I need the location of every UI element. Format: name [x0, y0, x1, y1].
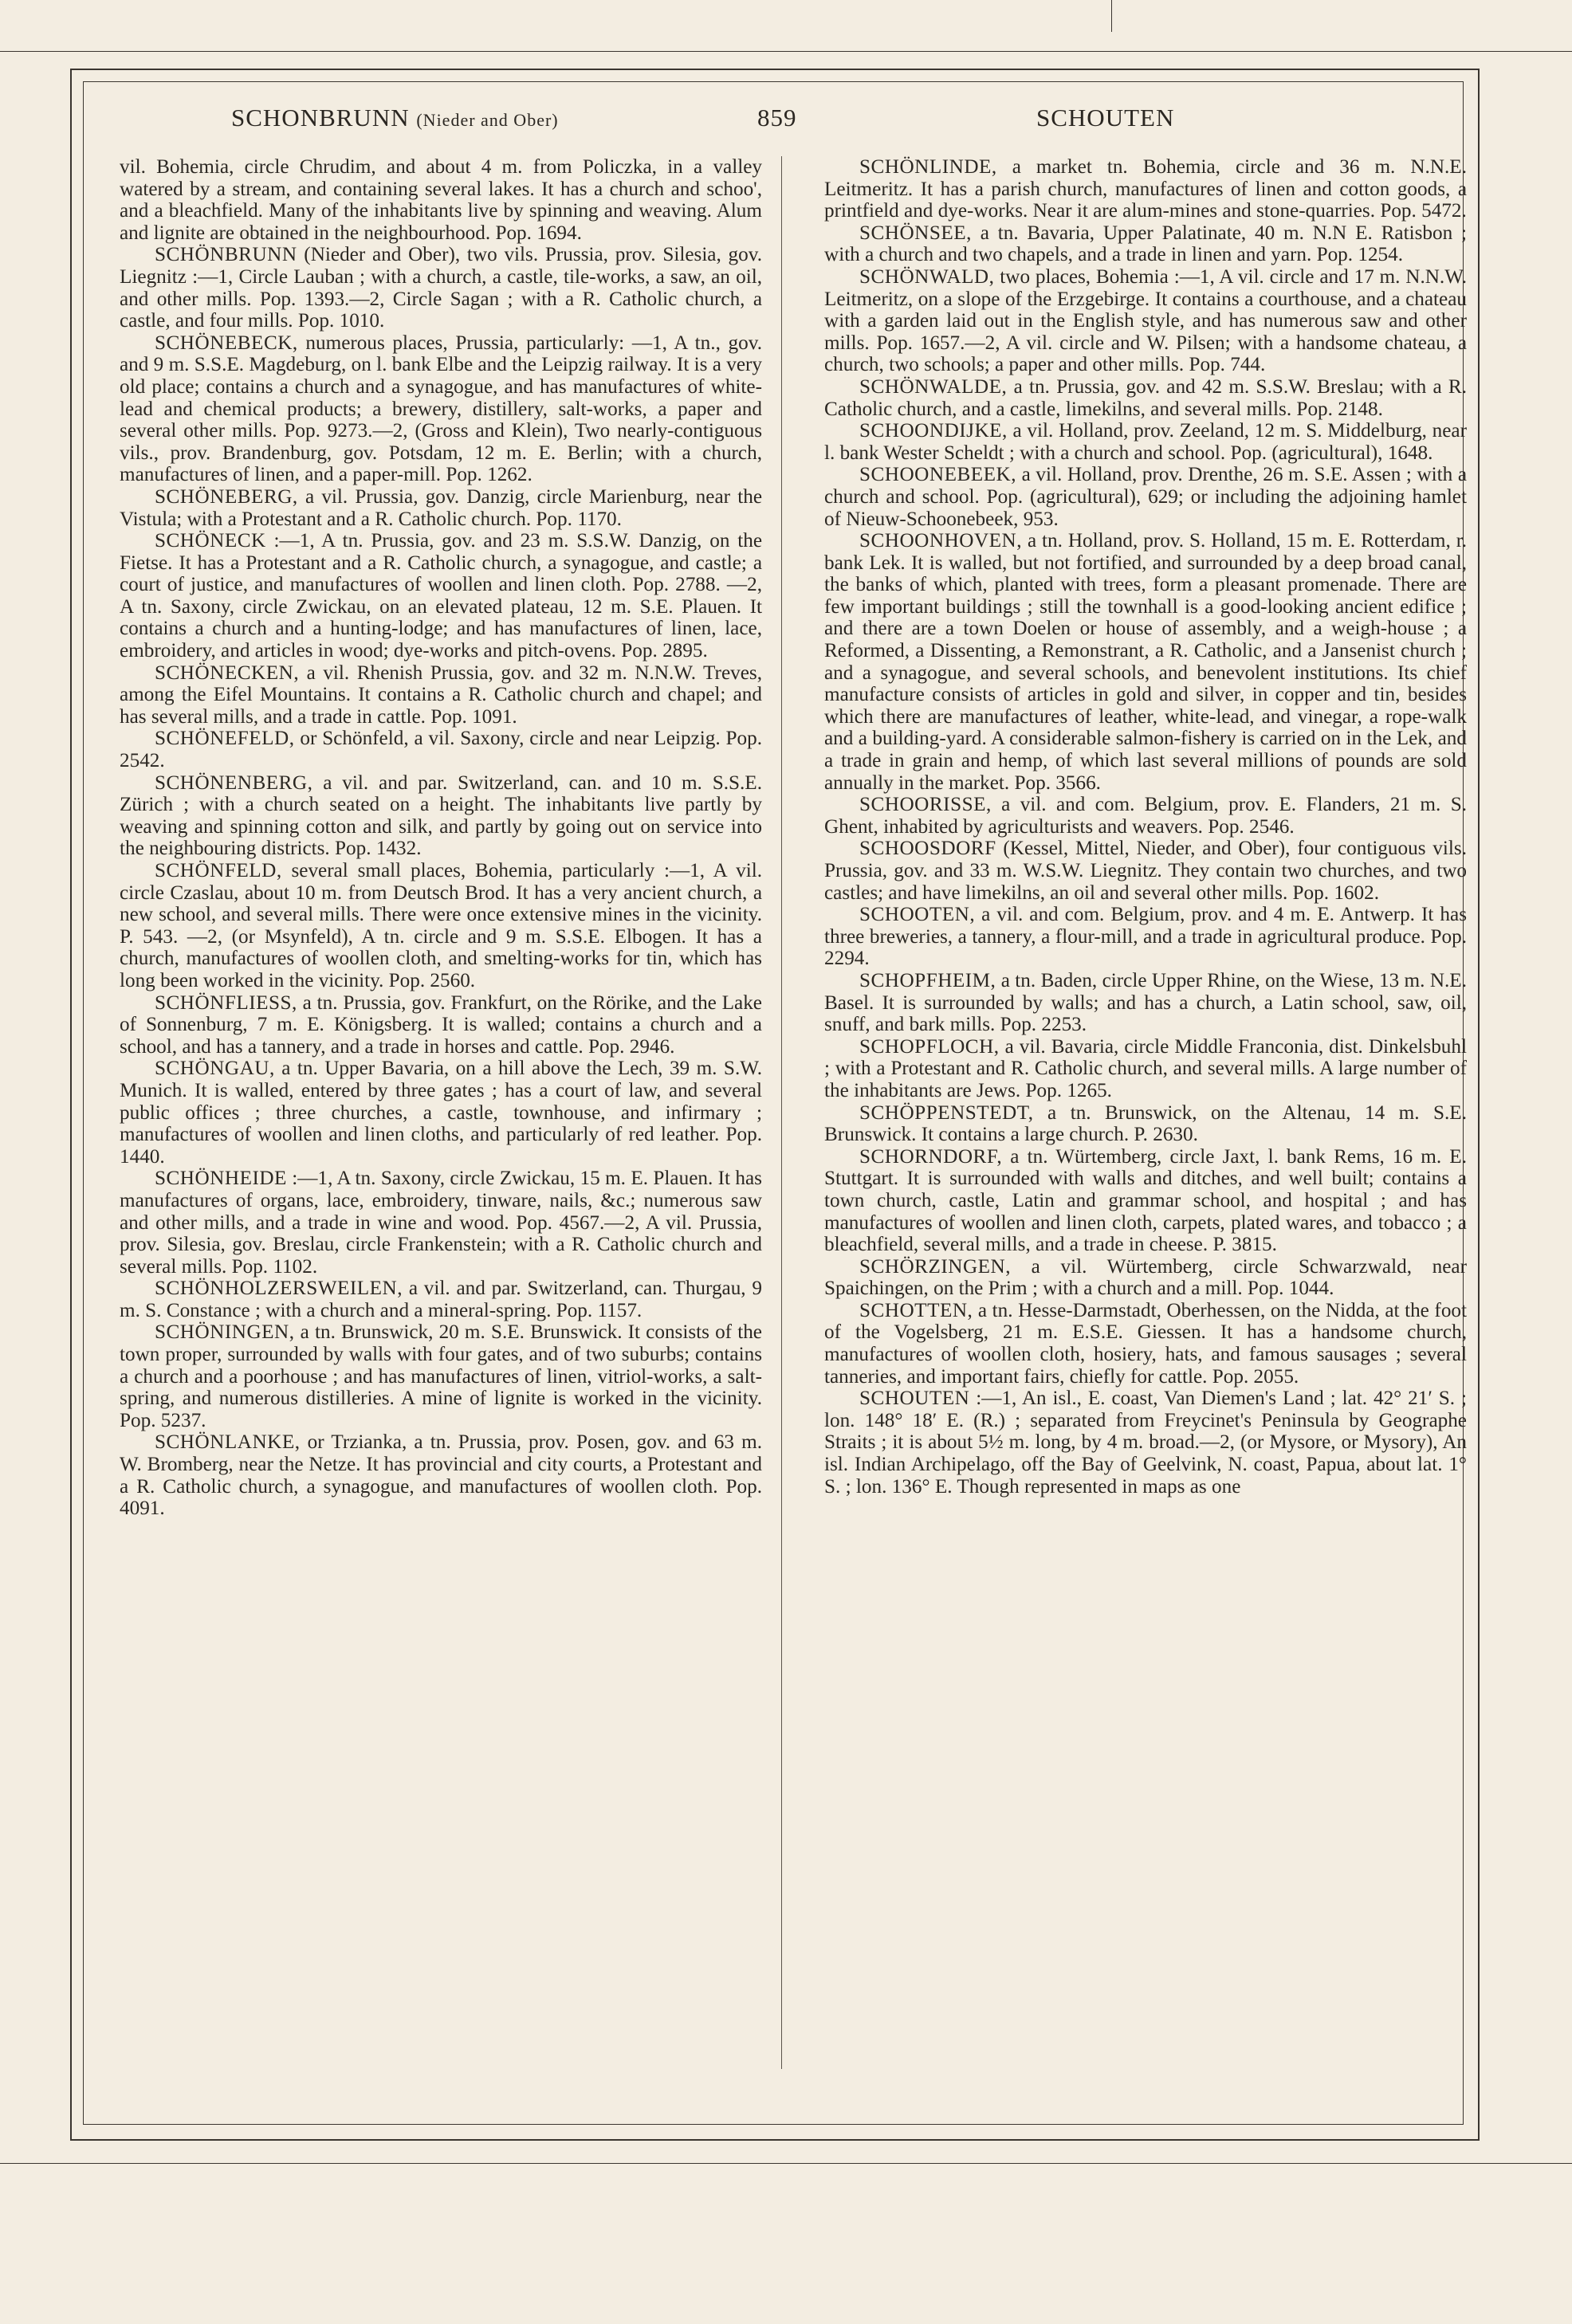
entry-headword: SCHÖNFELD,	[155, 860, 282, 881]
entry-text: a tn. Brunswick, on the Altenau, 14 m. S.E. Brunswick. It contains a large church. P. 2630.	[824, 1101, 1467, 1146]
left-column	[120, 156, 762, 2077]
entry-headword: SCHÖNWALD,	[859, 265, 995, 288]
entry-headword: SCHÖNINGEN,	[155, 1321, 295, 1344]
header-right: SCHOUTEN	[1036, 104, 1175, 132]
header-left-sub: (Nieder and Ober)	[416, 110, 559, 130]
entry-headword: SCHÖNEBECK,	[155, 332, 298, 354]
entry-text: a tn. Hesse-Darmstadt, Oberhessen, on the Nidda, at the foot of the Vogelsberg, 21 m. E.S.E. Giessen. It has a handsome church, manufactures of woollen cloth, hosiery, hats, and famous sausages ; several tanneries, and important fairs, chiefly for cattle. Pop. 2055.	[824, 1299, 1467, 1388]
entry-text: a tn. Brunswick, 20 m. S.E. Brunswick. It consists of the town proper, surrounded by walls with four gates, and of two suburbs; contains a church and a poorhouse ; and has manufactures of linen, vitriol-works, a salt-spring, and numerous distilleries. A mine of lignite is worked in the vicinity. Pop. 5237.	[120, 1321, 762, 1431]
entry-text: two places, Bohemia :—1, A vil. circle and 17 m. N.N.W. Leitmeritz, on a slope of the Erzgebirge. It contains a courthouse, and a chateau with a garden laid out in the English style, and has numerous saw and other mills. Pop. 1657.—2, A vil. circle and W. Pilsen; with a handsome chateau, a church, two schools; a paper and other mills. Pop. 744.	[824, 265, 1467, 376]
entry	[824, 530, 1467, 794]
entry-headword: SCHOONHOVEN,	[859, 530, 1023, 552]
entry-text: a vil. Rhenish Prussia, gov. and 32 m. N.N.W. Treves, among the Eifel Mountains. It contains a R. Catholic church and chapel; and has several mills, and a trade in cattle. Pop. 1091.	[120, 661, 762, 728]
entry-text: a vil. and par. Switzerland, can. and 10 m. S.S.E. Zürich ; with a church seated on a height. The inhabitants live partly by weaving and spinning cotton and silk, and partly by going out on service into the neighbouring districts. Pop. 1432.	[120, 771, 762, 860]
entry-headword: SCHOTTEN,	[859, 1299, 973, 1321]
entry	[824, 794, 1467, 838]
entry-headword: SCHÖNHEIDE	[155, 1168, 287, 1190]
entry	[824, 838, 1467, 904]
entry	[824, 376, 1467, 420]
entry-text: numerous places, Prussia, particularly: —1, A tn., gov. and 9 m. S.S.E. Magdeburg, on l. bank Elbe and the Leipzig railway. It is a very old place; contains a church and a synagogue, and has manufactures of white-lead and chemical products; a brewery, distillery, salt-works, a paper and several other mills. Pop. 9273.—2, (Gross and Klein), Two nearly-contiguous vils., prov. Brandenburg, gov. Potsdam, 12 m. E. Berlin; with a church, manufactures of linen, and a paper-mill. Pop. 1262.	[120, 332, 762, 486]
entry	[120, 1278, 762, 1321]
column-divider	[781, 156, 782, 2069]
entry-headword: SCHÖNSEE,	[859, 222, 972, 244]
entry	[824, 1388, 1467, 1498]
entry-headword: SCHOUTEN	[859, 1388, 970, 1410]
entry-headword: SCHÖNBRUNN	[155, 244, 297, 266]
entry-text: a vil. Würtemberg, circle Schwarzwald, near Spaichingen, on the Prim ; with a church and a mill. Pop. 1044.	[824, 1255, 1467, 1300]
header-left-main: SCHONBRUNN	[231, 104, 410, 132]
entry-text: :—1, A tn. Prussia, gov. and 23 m. S.S.W. Danzig, on the Fietse. It has a Protestant and a R. Catholic church, a synagogue, and castle; a court of justice, and manufactures of woollen and linen cloth. Pop. 2788. —2, A tn. Saxony, circle Zwickau, on an elevated plateau, 12 m. S.E. Plauen. It contains a church and a hunting-lodge; and has manufactures of linen, lace, embroidery, and articles in wood; dye-works and pitch-ovens. Pop. 2895.	[120, 530, 762, 662]
entry-text: :—1, An isl., E. coast, Van Diemen's Land ; lat. 42° 21′ S. ; lon. 148° 18′ E. (R.) ; separated from Freycinet's Peninsula by Geographe Straits ; it is about 5½ m. long, by 4 m. broad.—2, (or Mysore, or Mysory), An isl. Indian Archipelago, off the Bay of Geelvink, N. coast, Papua, about lat. 1° S. ; lon. 136° E. Though represented in maps as one	[824, 1388, 1467, 1498]
top-fold-line	[0, 51, 1572, 52]
entry	[824, 1300, 1467, 1388]
entry-headword: SCHÖNGAU,	[155, 1058, 275, 1080]
entry-text: a vil. and com. Belgium, prov. and 4 m. E. Antwerp. It has three breweries, a tannery, a flour-mill, and a trade in agricultural produce. Pop. 2294.	[824, 904, 1467, 970]
entry	[824, 464, 1467, 530]
entry	[120, 860, 762, 992]
entry	[120, 992, 762, 1058]
entry	[120, 530, 762, 662]
entry	[824, 1036, 1467, 1102]
entry	[120, 156, 762, 244]
entry	[120, 1168, 762, 1278]
entry-headword: SCHOORISSE,	[859, 794, 992, 816]
entry-headword: SCHÖNLANKE,	[155, 1431, 301, 1454]
entry-headword: SCHÖPPENSTEDT,	[859, 1101, 1034, 1124]
entry-headword: SCHOOSDORF	[859, 838, 996, 860]
entry-text: a vil. Bavaria, circle Middle Franconia, dist. Dinkelsbuhl ; with a Protestant and R. Catholic church, and several mills. A large number of the inhabitants are Jews. Pop. 1265.	[824, 1035, 1467, 1101]
entry-text: a vil. and par. Switzerland, can. Thurgau, 9 m. S. Constance ; with a church and a mineral-spring. Pop. 1157.	[120, 1278, 762, 1321]
entry-text: a vil. Holland, prov. Zeeland, 12 m. S. Middelburg, near l. bank Wester Scheldt ; with a church and school. Pop. (agricultural), 1648.	[824, 420, 1467, 464]
entry-text: or Trzianka, a tn. Prussia, prov. Posen, gov. and 63 m. W. Bromberg, near the Netze. It has provincial and city courts, a Protestant and a R. Catholic church, a synagogue, and manufactures of woollen cloth. Pop. 4091.	[120, 1431, 762, 1520]
entry	[120, 1058, 762, 1168]
entry	[120, 1431, 762, 1519]
entry	[120, 772, 762, 860]
entry-headword: SCHOONEBEEK,	[859, 464, 1017, 486]
entry-text: a vil. Holland, prov. Drenthe, 26 m. S.E. Assen ; with a church and school. Pop. (agricultural), 629; or including the adjoining hamlet of Nieuw-Schoonebeek, 953.	[824, 464, 1467, 530]
entry	[824, 1146, 1467, 1256]
entry-text: several small places, Bohemia, particularly :—1, A vil. circle Czaslau, about 10 m. from Deutsch Brod. It has a very ancient church, a new school, and several mills. There were once extensive mines in the vicinity. P. 543. —2, (or Msynfeld), A tn. circle and 9 m. S.S.E. Elbogen. It has a church, manufactures of woollen cloth, and smelting-works for tin, which has long been worked in the vicinity. Pop. 2560.	[120, 860, 762, 991]
entry-headword: SCHOPFLOCH,	[859, 1035, 1000, 1058]
entry	[824, 266, 1467, 376]
entry-text: a vil. and com. Belgium, prov. E. Flanders, 21 m. S. Ghent, inhabited by agriculturists and weavers. Pop. 2546.	[824, 794, 1467, 838]
entry	[120, 486, 762, 530]
entry	[120, 1321, 762, 1431]
entry	[824, 222, 1467, 266]
entry-headword: SCHÖNEBERG,	[155, 485, 298, 508]
entry-headword: SCHOPFHEIM,	[859, 969, 996, 991]
entry	[120, 728, 762, 771]
entry-text: a vil. Prussia, gov. Danzig, circle Marienburg, near the Vistula; with a Protestant and a R. Catholic church. Pop. 1170.	[120, 485, 762, 530]
entry-headword: SCHÖNECKEN,	[155, 661, 300, 684]
entry-headword: SCHÖNENBERG,	[155, 771, 313, 794]
entry	[824, 1256, 1467, 1300]
entry	[824, 156, 1467, 222]
page-number: 859	[757, 104, 797, 132]
entry-text: a tn. Bavaria, Upper Palatinate, 40 m. N.N E. Ratisbon ; with a church and two chapels, and a trade in linen and yarn. Pop. 1254.	[824, 222, 1467, 266]
entry-headword: SCHÖNECK	[155, 530, 266, 552]
entry-text: a tn. Holland, prov. S. Holland, 15 m. E. Rotterdam, r. bank Lek. It is walled, but not fortified, and surrounded by a deep broad canal, the banks of which, planted with trees, form a pleasant promenade. There are few important buildings ; still the townhall is a good-looking ancient edifice ; and there are a town Doelen or house of assembly, and a weigh-house ; a Reformed, a Dissenting, a Remonstrant, a R. Catholic, and a Jansenist church ; and a synagogue, and several schools, and benevolent institutions. Its chief manufacture consists of articles in gold and silver, in copper and tin, besides which there are manufactures of leather, white-lead, and vinegar, a rope-walk and a building-yard. A considerable salmon-fishery is carried on in the Lek, and a trade in grain and hemp, of which last several millions of pounds are sold annually in the market. Pop. 3566.	[824, 530, 1467, 794]
entry-headword: SCHOONDIJKE,	[859, 420, 1008, 442]
entry	[824, 970, 1467, 1036]
entry-headword: SCHÖNFLIESS,	[155, 991, 297, 1014]
entry-headword: SCHOOTEN,	[859, 904, 976, 926]
entry-headword: SCHORNDORF,	[859, 1145, 1003, 1168]
header-left	[231, 104, 559, 132]
entry-text: a market tn. Bohemia, circle and 36 m. N.N.E. Leitmeritz. It has a parish church, manufactures of linen and cotton goods, a printfield and dye-works. Near it are alum-mines and stone-quarries. Pop. 5472.	[824, 156, 1467, 222]
entry-headword: SCHÖNWALDE,	[859, 375, 1008, 398]
entry-text: (Nieder and Ober), two vils. Prussia, prov. Silesia, gov. Liegnitz :—1, Circle Lauban ; with a church, a castle, tile-works, a saw, an oil, and other mills. Pop. 1393.—2, Circle Sagan ; with a R. Catholic church, a castle, and four mills. Pop. 1010.	[120, 244, 762, 332]
entry-text: (Kessel, Mittel, Nieder, and Ober), four contiguous vils. Prussia, gov. and 33 m. W.S.W. Liegnitz. They contain two churches, and two castles; and have limekilns, an oil and several other mills. Pop. 1602.	[824, 838, 1467, 904]
running-header	[88, 104, 1459, 143]
entry-headword: SCHÖNLINDE,	[859, 156, 997, 178]
entry-text: a tn. Prussia, gov. Frankfurt, on the Rörike, and the Lake of Sonnenburg, 7 m. E. Königsberg. It is walled; contains a church and a school, and has a tannery, and a trade in horses and cattle. Pop. 2946.	[120, 991, 762, 1058]
entry-headword: SCHÖRZINGEN,	[859, 1255, 1012, 1278]
bottom-fold-line	[0, 2163, 1572, 2164]
entry	[824, 1102, 1467, 1146]
entry-text: or Schönfeld, a vil. Saxony, circle and near Leipzig. Pop. 2542.	[120, 728, 762, 772]
spine-mark	[1111, 0, 1112, 32]
right-column	[824, 156, 1467, 2077]
entry	[120, 662, 762, 728]
entry-text: a tn. Prussia, gov. and 42 m. S.S.W. Breslau; with a R. Catholic church, and a castle, limekilns, and several mills. Pop. 2148.	[824, 375, 1467, 420]
entry-headword: SCHÖNEFELD,	[155, 728, 295, 750]
entry-text: a tn. Baden, circle Upper Rhine, on the Wiese, 13 m. N.E. Basel. It is surrounded by walls; and has a church, a Latin school, saw, oil, snuff, and bark mills. Pop. 2253.	[824, 969, 1467, 1036]
entry	[120, 244, 762, 332]
entry-text: vil. Bohemia, circle Chrudim, and about 4 m. from Policzka, in a valley watered by a stream, and containing several lakes. It has a church and schoo', and a bleachfield. Many of the inhabitants live by spinning and weaving. Alum and lignite are obtained in the neighbourhood. Pop. 1694.	[120, 156, 762, 244]
entry	[824, 904, 1467, 970]
entry-text: :—1, A tn. Saxony, circle Zwickau, 15 m. E. Plauen. It has manufactures of organs, lace, embroidery, tinware, nails, &c.; numerous saw and other mills, and a trade in wine and wood. Pop. 4567.—2, A vil. Prussia, prov. Silesia, gov. Breslau, circle Frankenstein; with a R. Catholic church and several mills. Pop. 1102.	[120, 1168, 762, 1278]
entry-headword: SCHÖNHOLZERSWEILEN,	[155, 1278, 403, 1300]
entry-text: a tn. Upper Bavaria, on a hill above the Lech, 39 m. S.W. Munich. It is walled, entered by three gates ; has a court of law, and several public offices ; three churches, a castle, townhouse, and infirmary ; manufactures of woollen and linen cloths, and particularly of red leather. Pop. 1440.	[120, 1058, 762, 1168]
entry	[824, 420, 1467, 464]
entry	[120, 332, 762, 486]
entry-text: a tn. Würtemberg, circle Jaxt, l. bank Rems, 16 m. E. Stuttgart. It is surrounded with walls and ditches, and well built; contains a town church, castle, Latin and grammar school, and hospital ; and has manufactures of woollen and linen cloth, carpets, plated wares, and tobacco ; a bleachfield, several mills, and a trade in cheese. P. 3815.	[824, 1145, 1467, 1256]
